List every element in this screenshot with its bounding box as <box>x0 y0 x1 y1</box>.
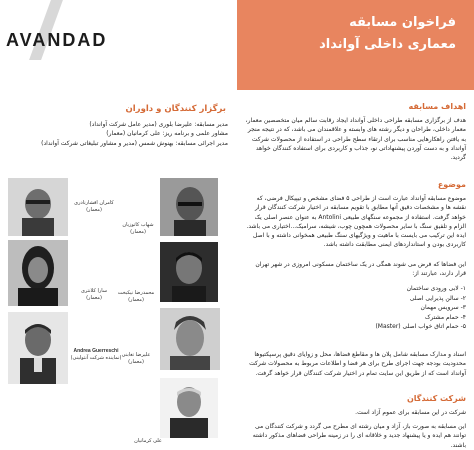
judge-caption <box>128 438 168 445</box>
organizers-heading: برگزار کنندگان و داوران <box>125 104 226 114</box>
list-item: ۲- سالن پذیرایی اصلی <box>409 294 466 302</box>
hero-title-line2: معماری داخلی آوانداد <box>319 37 456 52</box>
organizer-line: مدیر مسابقه: علیرضا بلوری (مدیر عامل شرکت آوانداد) <box>89 121 228 128</box>
judge-name: محمدرضا نیکبخت <box>117 290 155 296</box>
judge-role: (معمار) <box>128 359 144 365</box>
organizers-list <box>8 120 228 148</box>
goals-heading: اهداف مسابقه <box>408 102 466 111</box>
judge-role: (نماینده شرکت آنتولینی) <box>70 355 122 361</box>
judge-photo-kermanian <box>160 378 218 438</box>
judge-name: کامران افشارنادری <box>74 200 114 206</box>
hero-title-line1: فراخوان مسابقه <box>349 15 456 30</box>
goals-text: هدف از برگزاری مسابقه طراحی داخلی آوانداد ایجاد رقابت سالم میان متخصصین معمار، معمار داخلی، طراحان و دیگر رشته های وابسته و علاقمندان می باشد، که در نتیجه منجر به یافتن راهکارهایی مناسب برای ارتقاء سطح طراحی در استفاده از محصولات شرکت آوانداد و به دست آوردن پیشنهاداتی نو، جذاب و کاربردی برای استفاده کنندگان خواهد گردید. <box>245 117 466 162</box>
organizer-line: مدیر اجرائی مسابقه: بهنوش شمس (مدیر و مشاور تبلیغاتی شرکت آوانداد) <box>41 139 228 147</box>
participants-heading: شرکت کنندگان <box>406 394 466 403</box>
judge-photo-taghabni <box>160 308 220 370</box>
judge-caption <box>112 290 160 304</box>
list-item: ۳- سرویس مهمان <box>420 304 466 312</box>
judge-photo-afsharnaderi <box>8 178 68 236</box>
list-item: ۴- حمام مشترک <box>425 313 466 321</box>
judge-caption <box>70 288 118 302</box>
hero-banner <box>237 0 474 90</box>
topic-paragraph-3: اسناد و مدارک مسابقه شامل پلان ها و مقاطع فضاها، محل و زوایای دقیق پرسپکتیوها محدودیت بودجه جهت اجرای طرح برای هر فضا و اطلاعات مربوط به محصولات شرکت آوانداد است که از طریق این سایت تمام در اختیار شرکت کنندگان قرار خواهد گرفت. <box>249 351 466 377</box>
judge-role: (معمار) <box>86 295 102 301</box>
spaces-list <box>244 284 466 332</box>
judge-name: شهاب کاتوزیان <box>122 222 154 228</box>
judge-role: (معمار) <box>130 229 146 235</box>
judge-role: (معمار) <box>86 207 102 213</box>
judge-photo-nikbakht <box>160 242 218 302</box>
judge-photo-guerreschi <box>8 312 68 384</box>
topic-paragraph-1: موضوع مسابقه آوانداد عبارت است از طراحی ۵ فضای مشخص و تیپیکال فرضی، که نقشه ها و مشخصات دقیق آنها مطابق با تقویم مسابقه در اختیار شرکت کنندگان قرار خواهد گرفت. استفاده از مجموعه سنگهای طبیعی Antolini به عنوان عنصر اصلی یک الزام و تلفیق سنگ با سایر محصولات همچون چوب، شیشه، سرامیک...اختیاری می باشد. ایده این ترکیب می بایست با ماهیت و ویژگیهای سنگ طبیعی همخوانی داشته و با اصل کاربردی بودن و استانداردهای ایمنی مطابقت داشته باشد. <box>246 195 466 249</box>
judge-caption <box>118 222 158 236</box>
participants-text-2: این مسابقه به صورت باز، آزاد و میان رشته ای مطرح می گردد و شرکت کنندگان می توانند هم ایده و یا پیشنهاد جدید و خلاقانه ای را در زمینه طراحی فضاهای مذکور داشته باشند. <box>252 423 466 449</box>
judge-name: سارا کلانتری <box>80 288 108 294</box>
judge-role: (معمار) <box>128 297 144 303</box>
judge-name: Andrea Guerreschi <box>73 348 119 354</box>
judge-photo-kalantari <box>8 240 68 306</box>
organizer-line: مشاور علمی و برنامه ریز: علی کرمانیان (معمار) <box>106 130 228 138</box>
topic-heading: موضوع <box>437 180 466 189</box>
judge-caption <box>112 352 160 366</box>
list-item: ۵- حمام اتاق خواب اصلی (Master) <box>375 323 466 331</box>
topic-paragraph-2: این فضاها که فرض می شوند همگی در یک ساختمان مسکونی امروزی در شهر تهران قرار دارند، عبارتند از: <box>255 261 466 278</box>
judge-name: علیرضا تغابنی <box>121 352 151 358</box>
judge-caption <box>70 200 118 214</box>
judge-name: علی کرمانیان <box>134 438 162 444</box>
list-item: ۱- لابی ورودی ساختمان <box>406 285 466 292</box>
participants-text-1: شرکت در این مسابقه برای عموم آزاد است. <box>355 409 466 416</box>
judge-photo-katouzian <box>160 178 218 236</box>
brand-logo: AVANDAD <box>6 30 108 50</box>
